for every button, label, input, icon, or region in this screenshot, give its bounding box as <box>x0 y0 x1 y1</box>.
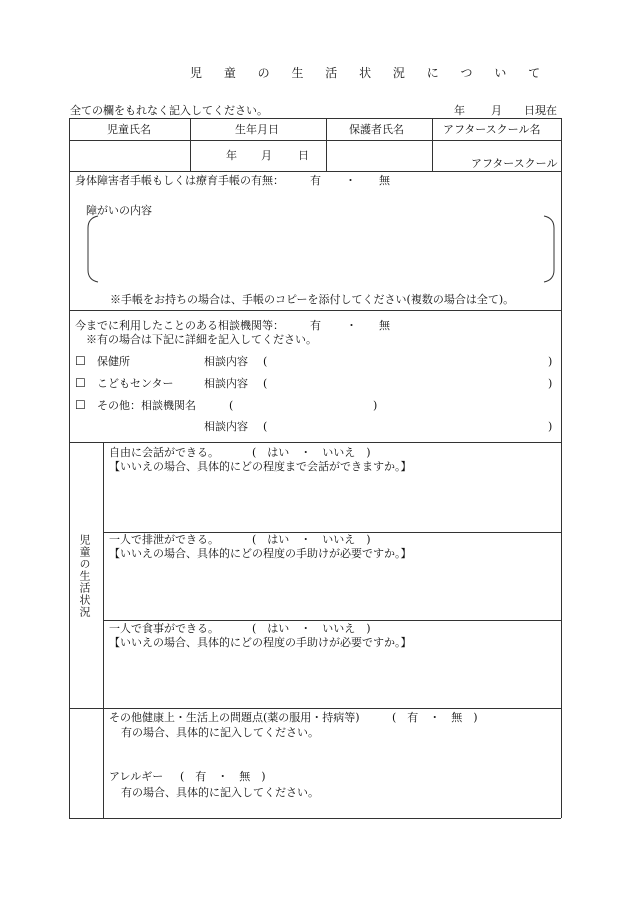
header-guardian-name: 保護者氏名 <box>349 123 404 136</box>
table-top-border <box>69 118 561 119</box>
living-section-divider <box>69 708 561 709</box>
header-child-name: 児童氏名 <box>107 123 151 136</box>
other-health-detail: 有の場合、具体的に記入してください。 <box>121 726 319 739</box>
page-title: 児 童 の 生 活 状 況 に つ い て <box>190 66 550 80</box>
col-divider-1 <box>190 118 191 171</box>
eating-detail: 【いいえの場合、具体的にどの程度の手助けが必要ですか。】 <box>109 636 412 649</box>
conversation-options: ( はい ・ いいえ ) <box>252 446 371 459</box>
consultation-yes: 有 <box>310 319 321 332</box>
col-divider-2 <box>326 118 327 171</box>
disability-note: ※手帳をお持ちの場合は、手帳のコピーを添付してください(複数の場合は全て)。 <box>110 293 515 306</box>
consultation-no: 無 <box>379 319 390 332</box>
other-health-question: その他健康上・生活上の問題点(薬の服用・持病等) <box>109 711 360 724</box>
toileting-detail: 【いいえの場合、具体的にどの程度の手助けが必要ですか。】 <box>109 547 412 560</box>
health-center-consult-label: 相談内容 <box>204 355 248 368</box>
date-year-label: 年 <box>454 104 465 117</box>
info-row-divider <box>69 171 561 172</box>
disability-yes: 有 <box>310 174 321 187</box>
consultation-question: 今までに利用したことのある相談機関等： <box>75 319 284 332</box>
table-right-border <box>561 118 562 818</box>
other-agency-consult-label: 相談内容 <box>204 420 248 433</box>
table-bottom-border <box>69 818 561 819</box>
disability-content-label: 障がいの内容 <box>86 204 152 217</box>
afterschool-suffix: アフタースクール <box>471 157 558 170</box>
header-birth-date: 生年月日 <box>235 123 279 136</box>
disability-section-divider <box>69 310 561 311</box>
health-center-label: 保健所 <box>97 355 130 368</box>
other-agency-close-paren: ) <box>373 399 378 412</box>
header-row-divider <box>69 140 561 141</box>
other-agency-label: その他：相談機関名 <box>97 399 196 412</box>
left-paren-bracket <box>88 216 98 282</box>
conversation-question: 自由に会話ができる。 <box>109 446 219 459</box>
disability-no: 無 <box>379 174 390 187</box>
col-divider-3 <box>432 118 433 171</box>
toileting-divider <box>103 620 561 621</box>
header-afterschool-name: アフタースクール名 <box>443 123 541 136</box>
toileting-options: ( はい ・ いいえ ) <box>252 533 371 546</box>
allergy-options: ( 有 ・ 無 ) <box>180 770 266 783</box>
birth-year-label: 年 <box>226 149 237 162</box>
table-left-border <box>69 118 70 818</box>
other-agency-consult-open-paren: ( <box>263 420 268 433</box>
living-label-column-divider <box>103 442 104 818</box>
kodomo-center-label: こどもセンター <box>97 377 174 390</box>
allergy-question: アレルギー <box>109 770 164 783</box>
living-status-vertical-label: 児童の生活状況 <box>78 534 91 618</box>
consultation-note: ※有の場合は下記に詳細を記入してください。 <box>86 333 317 346</box>
kodomo-center-checkbox[interactable]: ☐ <box>75 376 86 390</box>
eating-options: ( はい ・ いいえ ) <box>252 622 371 635</box>
disability-question: 身体障害者手帳もしくは療育手帳の有無： <box>75 174 284 187</box>
toileting-question: 一人で排泄ができる。 <box>109 533 219 546</box>
consultation-dot: ・ <box>346 319 357 332</box>
health-center-open-paren: ( <box>263 355 268 368</box>
other-agency-checkbox[interactable]: ☐ <box>75 398 86 412</box>
other-agency-consult-close-paren: ) <box>548 420 553 433</box>
right-paren-bracket <box>544 216 554 282</box>
other-agency-open-paren: ( <box>229 399 234 412</box>
conversation-detail: 【いいえの場合、具体的にどの程度まで会話ができますか。】 <box>109 460 412 473</box>
kodomo-center-open-paren: ( <box>263 377 268 390</box>
date-day-label: 日現在 <box>524 104 557 117</box>
date-month-label: 月 <box>491 104 502 117</box>
disability-content-brackets <box>86 214 556 284</box>
disability-dot: ・ <box>345 174 356 187</box>
birth-day-label: 日 <box>298 149 309 162</box>
other-health-options: ( 有 ・ 無 ) <box>392 711 478 724</box>
health-center-close-paren: ) <box>548 355 553 368</box>
health-center-checkbox[interactable]: ☐ <box>75 354 86 368</box>
kodomo-center-consult-label: 相談内容 <box>204 377 248 390</box>
kodomo-center-close-paren: ) <box>548 377 553 390</box>
consultation-section-divider <box>69 442 561 443</box>
eating-question: 一人で食事ができる。 <box>109 622 219 635</box>
instruction-text: 全ての欄をもれなく記入してください。 <box>70 104 268 117</box>
birth-month-label: 月 <box>261 149 272 162</box>
allergy-detail: 有の場合、具体的に記入してください。 <box>121 786 319 799</box>
